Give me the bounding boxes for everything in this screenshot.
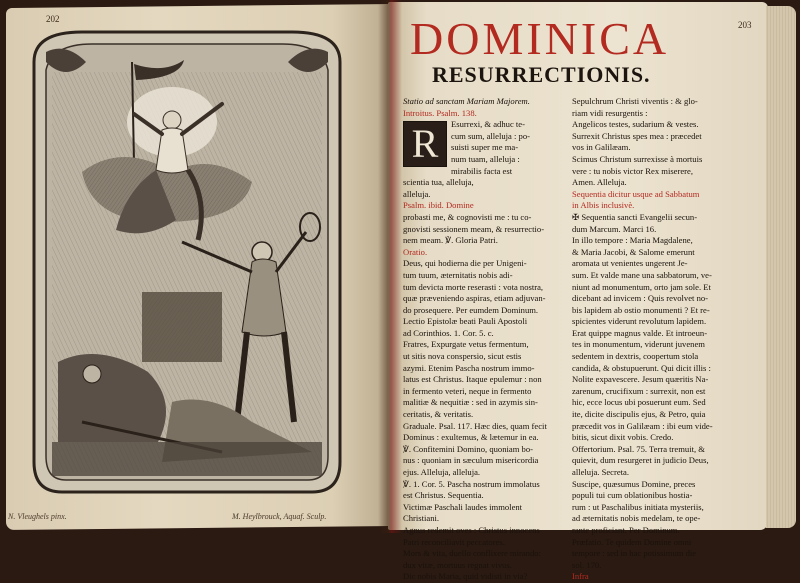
- text-line: tum devicta morte reserasti : vota nostra,: [403, 281, 544, 292]
- text-line: tes in monumentum, viderunt juvenem: [572, 339, 705, 350]
- text-line: bis lapidem ab ostio monumenti ? Et re-: [572, 304, 710, 315]
- text-line: ite, dicite discipulis ejus, & Petro, quia: [572, 409, 706, 420]
- text-line: dum Marcum. Marci 16.: [572, 223, 657, 234]
- text-line: præcedit vos in Galilæam : ibi eum vide-: [572, 420, 713, 431]
- text-line: niunt ad monumentum, orto jam sole. Et: [572, 281, 711, 292]
- text-line: hic, ecce locus ubi posuerunt eum. Sed: [572, 397, 706, 408]
- text-line: dicebant ad invicem : Quis revolvet no-: [572, 293, 709, 304]
- engraving-credit-right: M. Heylbrouck, Aquaf. Sculp.: [232, 512, 327, 521]
- text-line: malitiæ & nequitiæ : sed in azymis sin-: [403, 397, 538, 408]
- engraving-credit-left: N. Vleughels pinx.: [8, 512, 67, 521]
- page-subtitle: RESURRECTIONIS.: [432, 62, 651, 87]
- text-line: nem meam. ℣. Gloria Patri.: [403, 235, 498, 246]
- page-title: DOMINICA: [410, 13, 670, 64]
- text-line: Psalm. ibid. Domine: [403, 200, 474, 211]
- text-line: Fratres, Expurgate vetus fermentum,: [403, 339, 529, 350]
- text-line: Christiani.: [403, 513, 440, 524]
- text-line: alleluja.: [403, 188, 431, 199]
- text-line: & Maria Jacobi, & Salome emerunt: [572, 246, 695, 257]
- text-line: ut sitis nova conspersio, sicut estis: [403, 351, 522, 362]
- text-line: probasti me, & cognovisti me : tu co-: [403, 211, 532, 222]
- text-line: alleluja. Secreta.: [572, 467, 630, 477]
- text-line: in Albis inclusivè.: [572, 200, 635, 211]
- text-line: Dominus : exultemus, & lætemur in ea.: [403, 432, 539, 443]
- text-line: Suscipe, quæsumus Domine, preces: [572, 478, 696, 489]
- text-line: vere : tu nobis victor Rex miserere,: [572, 165, 693, 176]
- text-line: vos in Galilæam.: [572, 142, 631, 153]
- text-line: Oratio.: [403, 246, 428, 257]
- text-line: Sepulchrum Christi viventis : & glo-: [572, 96, 698, 106]
- text-line: suisti super me ma-: [451, 142, 519, 153]
- text-line: tum tuum, æternitatis nobis adi-: [403, 269, 513, 280]
- text-line: ℣. 1. Cor. 5. Pascha nostrum immolatus: [403, 478, 540, 489]
- text-line: Agnus redemit oves : Christus innocens: [403, 524, 540, 535]
- text-line: ceritatis, & veritatis.: [403, 409, 474, 420]
- page-edges: [766, 6, 796, 528]
- text-line: Victimæ Paschali laudes immolent: [403, 501, 523, 512]
- text-line: sedentem in dextris, coopertum stola: [572, 351, 699, 362]
- text-line: In illo tempore : Maria Magdalene,: [572, 235, 693, 246]
- text-line: Statio ad sanctam Mariam Majorem.: [403, 96, 530, 106]
- text-line: Lectio Epistolæ beati Pauli Apostoli: [403, 316, 528, 327]
- text-line: Mors & vita, duello conflixere mirando:: [403, 548, 541, 559]
- text-line: Angelicos testes, sudarium & vestes.: [572, 119, 699, 130]
- text-line: mirabilis facta est: [451, 165, 513, 176]
- text-line: spicientes viderunt revolutum lapidem.: [572, 316, 707, 327]
- book-gutter: [378, 0, 402, 533]
- text-line: tempore : sed in hac potissimum die: [572, 548, 697, 559]
- left-page-number: 202: [46, 14, 60, 24]
- resurrection-engraving: [22, 22, 352, 502]
- text-column-left: [403, 96, 565, 583]
- text-line: dux vitæ, mortuus regnat vivus.: [403, 559, 512, 570]
- text-line: rum : ut Paschalibus initiata mysteriis,: [572, 501, 704, 512]
- text-line: Surrexit Christus spes mea : præcedet: [572, 130, 702, 141]
- text-line: Nolite expavescere. Jesum quæritis Na-: [572, 374, 709, 385]
- text-line: nus : quoniam in sæculum misericordia: [403, 455, 539, 466]
- text-line: aromata ut venientes ungerent Je-: [572, 258, 688, 269]
- text-line: Amen. Alleluja.: [572, 177, 627, 188]
- text-line: gnovisti sessionem meam, & resurrectio-: [403, 223, 545, 234]
- text-line: Sequentia dicitur usque ad Sabbatum: [572, 188, 700, 199]
- text-line: rante proficiant. Per Dominum.: [572, 524, 680, 535]
- text-line: est Christus. Sequentia.: [403, 490, 484, 501]
- text-line: scientia tua, alleluja,: [403, 177, 474, 188]
- text-line: Graduale. Psal. 117. Hæc dies, quam fecit: [403, 420, 547, 431]
- text-line: populi tui cum oblationibus hostia-: [572, 490, 693, 501]
- text-line: num tuam, alleluja :: [451, 153, 520, 164]
- text-line: Dic nobis Maria, quid vidisti in via?: [403, 571, 528, 582]
- text-line: zarenum, crucifixum : surrexit, non est: [572, 385, 706, 396]
- text-line: ad Corinthios. 1. Cor. 5. c.: [403, 327, 494, 338]
- text-line: Præfatio. Te quidem Domine omni: [572, 536, 692, 547]
- right-page-number: 203: [738, 20, 752, 30]
- text-line: Erat quippe magnus valde. Et introeun-: [572, 327, 708, 338]
- text-line: quievit, dum resurgeret in judicio Deus,: [572, 455, 709, 466]
- text-line: in fermento veteri, neque in fermento: [403, 385, 532, 396]
- decorated-initial: R: [403, 121, 447, 167]
- text-line: azymi. Etenim Pascha nostrum immo-: [403, 362, 535, 373]
- text-line: Esurrexi, & adhuc te-: [451, 119, 525, 130]
- text-line: bitis, sicut dixit vobis. Credo.: [572, 432, 674, 443]
- text-line: Patri reconciliavit peccatores.: [403, 536, 505, 547]
- text-line: Scimus Christum surrexisse à mortuis: [572, 153, 703, 164]
- text-line: candida, & obstupuerunt. Qui dicit illis :: [572, 362, 711, 373]
- text-line: ejus. Alleluja, alleluja.: [403, 467, 481, 477]
- text-line: Introitus. Psalm. 138.: [403, 107, 477, 118]
- text-column-right: [572, 96, 757, 583]
- text-line: Infra: [572, 571, 589, 582]
- text-line: do prosequere. Per eumdem Dominum.: [403, 304, 539, 315]
- text-line: sol. 170.: [572, 559, 602, 570]
- text-line: Offertorium. Psal. 75. Terra tremuit, &: [572, 443, 705, 454]
- text-line: ad æternitatis nobis medelam, te ope-: [572, 513, 701, 524]
- text-line: riam vidi resurgentis :: [572, 107, 648, 118]
- text-line: ℣. Confitemini Domino, quoniam bo-: [403, 443, 534, 454]
- text-line: sum. Et valde mane una sabbatorum, ve-: [572, 269, 712, 280]
- text-line: ✠ Sequentia sancti Evangelii secun-: [572, 211, 698, 222]
- text-line: cum sum, alleluja : po-: [451, 130, 530, 141]
- text-line: quæ præveniendo aspiras, etiam adjuvan-: [403, 293, 546, 304]
- text-line: Deus, qui hodierna die per Unigeni-: [403, 258, 527, 269]
- text-line: latus est Christus. Itaque epulemur : non: [403, 374, 542, 385]
